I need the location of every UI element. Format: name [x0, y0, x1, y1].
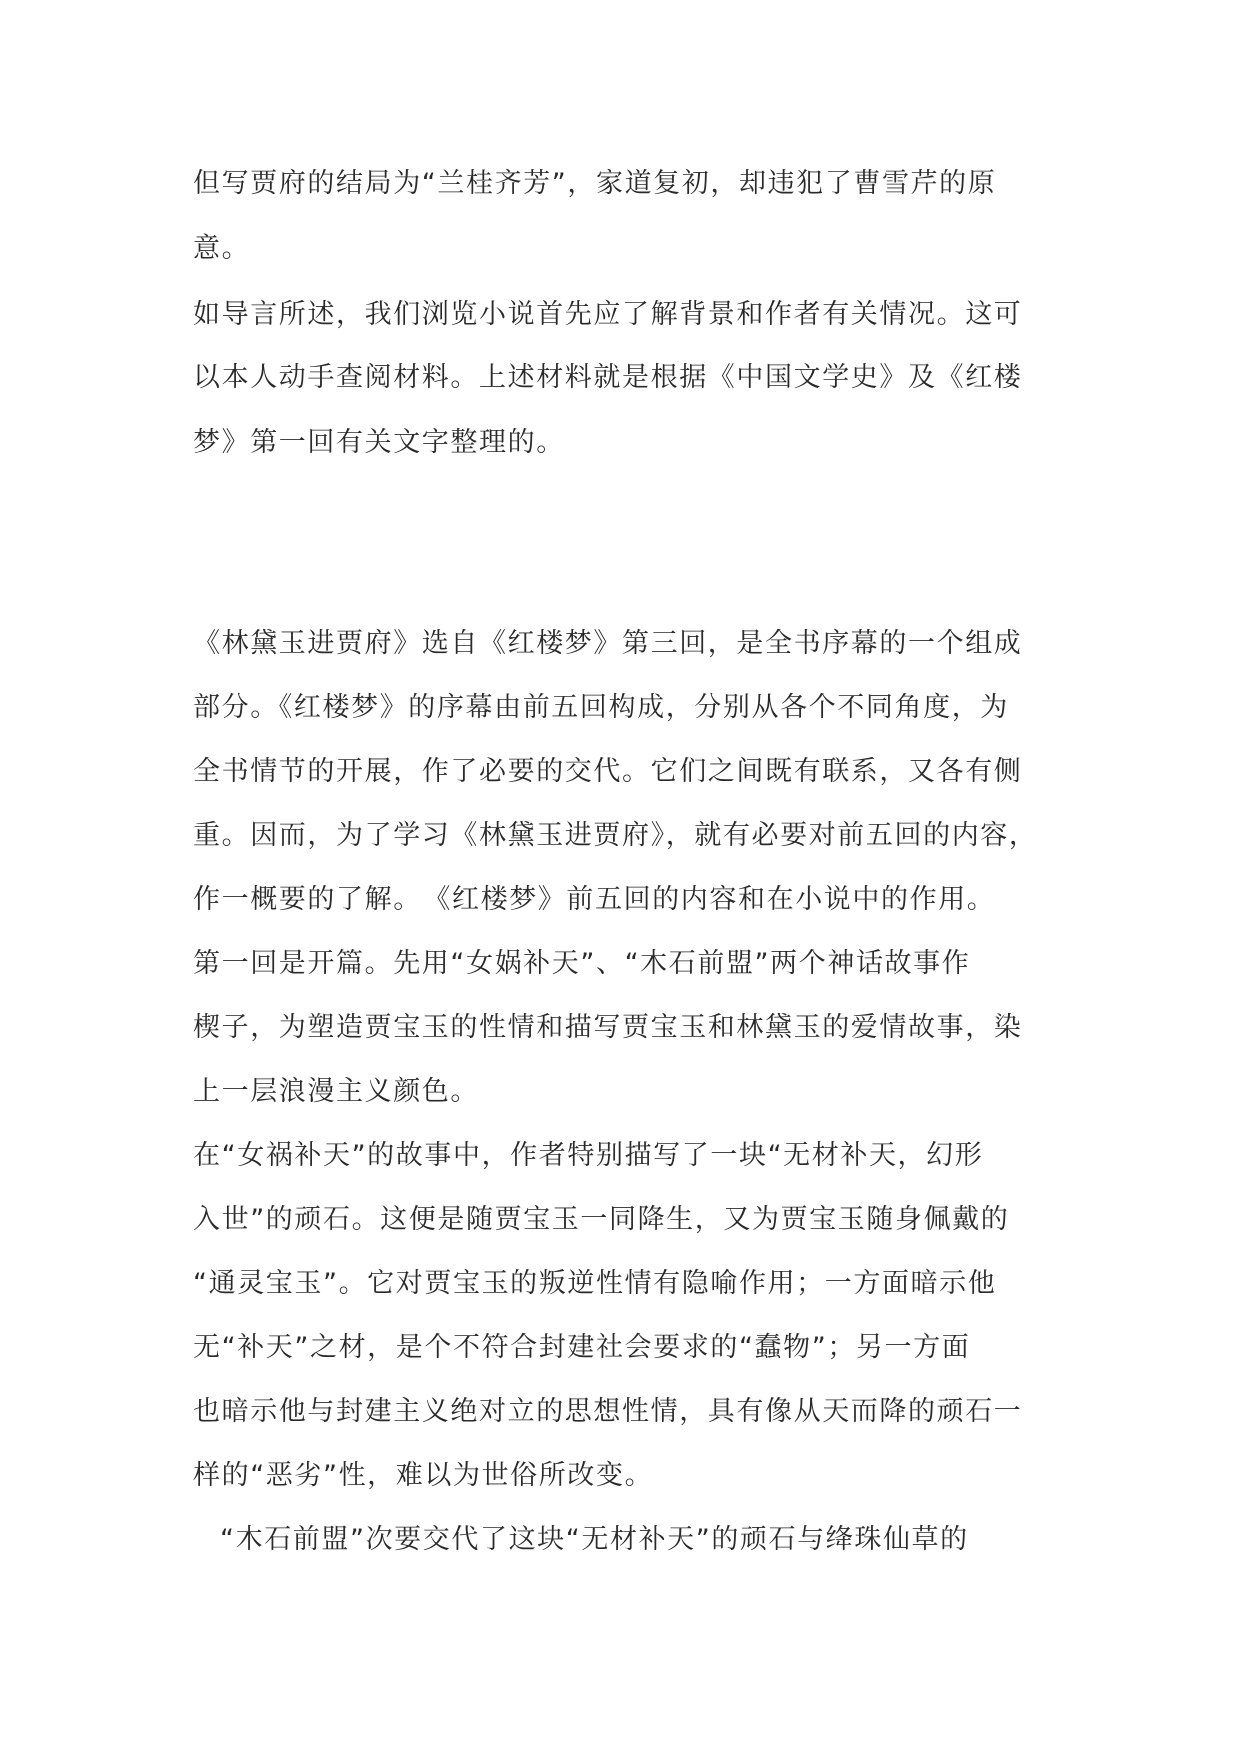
text-line-8: 全书情节的开展，作了必要的交代。它们之间既有联系，又各有侧: [193, 756, 1023, 787]
text-line-15: 入世”的顽石。这便是随贾宝玉一同降生，又为贾宝玉随身佩戴的: [193, 1204, 1010, 1235]
text-line-18: 也暗示他与封建主义绝对立的思想性情，具有像从天而降的顽石一: [193, 1396, 1023, 1427]
text-line-12: 楔子，为塑造贾宝玉的性情和描写贾宝玉和林黛玉的爱情故事，染: [193, 1012, 1023, 1043]
text-line-14: 在“女祸补天”的故事中，作者特别描写了一块“无材补天，幻形: [193, 1140, 984, 1171]
text-line-17: 无“补天”之材，是个不符合封建社会要求的“蠢物”；另一方面: [193, 1332, 971, 1363]
text-line-1: 但写贾府的结局为“兰桂齐芳”，家道复初，却违犯了曹雪芹的原: [193, 168, 997, 199]
text-line-16: “通灵宝玉”。它对贾宝玉的叛逆性情有隐喻作用；一方面暗示他: [193, 1268, 997, 1299]
text-line-4: 以本人动手查阅材料。上述材料就是根据《中国文学史》及《红楼: [193, 362, 1023, 393]
text-line-6: 《林黛玉进贾府》选自《红楼梦》第三回，是全书序幕的一个组成: [193, 628, 1023, 659]
text-line-7: 部分。《红楼梦》的序幕由前五回构成，分别从各个不同角度，为: [193, 692, 1009, 723]
text-line-9: 重。因而，为了学习《林黛玉进贾府》，就有必要对前五回的内容，: [193, 820, 1038, 851]
text-line-2: 意。: [193, 233, 251, 264]
text-line-5: 梦》第一回有关文字整理的。: [193, 427, 565, 458]
text-line-11: 第一回是开篇。先用“女娲补天”、“木石前盟”两个神话故事作: [193, 948, 971, 979]
text-line-13: 上一层浪漫主义颜色。: [193, 1076, 479, 1107]
text-line-10: 作一概要的了解。 《红楼梦》前五回的内容和在小说中的作用。: [193, 884, 996, 915]
text-line-3: 如导言所述，我们浏览小说首先应了解背景和作者有关情况。这可: [193, 299, 1023, 330]
text-line-19: 样的“恶劣”性，难以为世俗所改变。: [193, 1460, 654, 1491]
text-line-20: “木石前盟”次要交代了这块“无材补天”的顽石与绛珠仙草的: [220, 1524, 969, 1555]
